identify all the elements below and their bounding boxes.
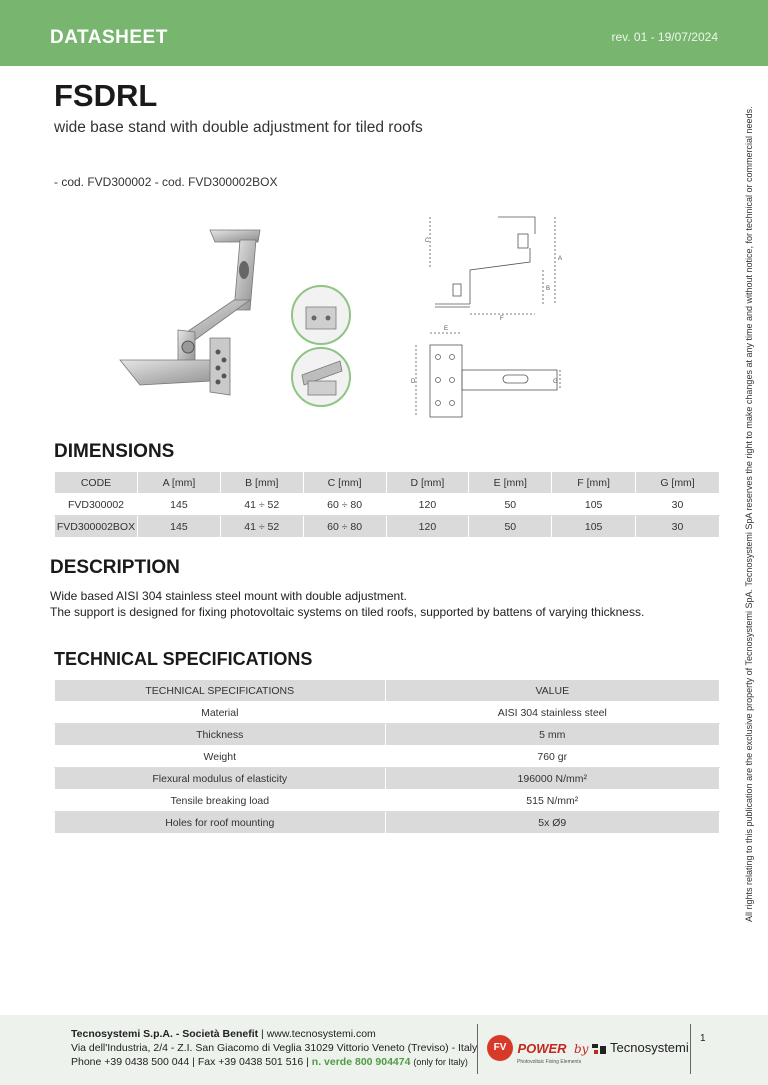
- table-cell: 105: [552, 516, 636, 538]
- dimensions-header-cell: C [mm]: [303, 472, 386, 494]
- website-link[interactable]: www.tecnosystemi.com: [266, 1028, 376, 1040]
- drawing-label-f: F: [500, 316, 504, 322]
- footer-divider: [477, 1024, 478, 1074]
- description-text: [50, 588, 644, 620]
- table-cell: 105: [552, 494, 636, 516]
- drawing-label-c: C: [425, 238, 430, 244]
- fv-logo-mark: FV: [487, 1035, 513, 1061]
- detail-images: [288, 285, 354, 415]
- product-subtitle: wide base stand with double adjustment for tiled roofs: [54, 119, 423, 136]
- table-cell: 41 ÷ 52: [220, 494, 303, 516]
- dimensions-header-row: [55, 472, 720, 494]
- tecnosystemi-logo: [592, 1040, 689, 1055]
- description-heading: DESCRIPTION: [50, 557, 180, 578]
- drawing-label-a: A: [558, 256, 563, 262]
- table-cell: FVD300002BOX: [55, 516, 138, 538]
- table-cell: Flexural modulus of elasticity: [55, 768, 386, 790]
- company-info: Tecnosystemi S.p.A. - Società Benefit | www.tecnosystemi.com Via dell'Industria, 2/4 - Z.I. San Giacomo di Veglia 31029 Vittorio Veneto (Treviso) - Italy Phone +39 0438 500 044 | Fax +39 0438 501 516 | n. verde 800 904474 (only for Italy): [71, 1028, 478, 1068]
- table-cell: 30: [636, 516, 720, 538]
- table-cell: 60 ÷ 80: [303, 516, 386, 538]
- tech-specs-header-cell: VALUE: [385, 680, 719, 702]
- table-cell: 41 ÷ 52: [220, 516, 303, 538]
- company-phone: Phone +39 0438 500 044: [71, 1056, 190, 1068]
- page-number: 1: [700, 1033, 706, 1044]
- table-cell: 5 mm: [385, 724, 719, 746]
- table-row: [55, 494, 720, 516]
- drawing-label-g: G: [553, 379, 558, 385]
- table-cell: 196000 N/mm²: [385, 768, 719, 790]
- table-row: [55, 702, 720, 724]
- dimensions-table: [54, 471, 720, 538]
- tech-specs-header-row: [55, 680, 720, 702]
- dimensions-header-cell: E [mm]: [469, 472, 552, 494]
- toll-free-number: n. verde 800 904474: [311, 1056, 411, 1068]
- table-cell: Material: [55, 702, 386, 724]
- table-row: [55, 768, 720, 790]
- description-line: The support is designed for fixing photovoltaic systems on tiled roofs, supported by battens of varying thickness.: [50, 605, 645, 619]
- fv-logo-text: POWER: [517, 1040, 567, 1056]
- dimensions-header-cell: G [mm]: [636, 472, 720, 494]
- table-cell: AISI 304 stainless steel: [385, 702, 719, 724]
- technical-drawing-side: [415, 212, 575, 322]
- tecnosystemi-logo-icon: [592, 1044, 606, 1054]
- table-row: [55, 746, 720, 768]
- table-cell: 5x Ø9: [385, 812, 719, 834]
- tech-specs-header-cell: TECHNICAL SPECIFICATIONS: [55, 680, 386, 702]
- table-cell: 50: [469, 516, 552, 538]
- drawing-label-d: D: [411, 379, 416, 385]
- company-name: Tecnosystemi S.p.A. - Società Benefit: [71, 1028, 259, 1040]
- table-row: [55, 812, 720, 834]
- company-fax: Fax +39 0438 501 516: [197, 1056, 304, 1068]
- copyright-notice: All rights relating to this publication are the exclusive property of Tecnosystemi SpA. Tecnosystemi SpA reserves the right to make changes at any time and without notice, for technical or commercial needs.: [744, 106, 754, 922]
- header-bar: [0, 0, 768, 66]
- tecnosystemi-logo-text: Tecnosystemi: [610, 1040, 689, 1055]
- company-address: Via dell'Industria, 2/4 - Z.I. San Giacomo di Veglia 31029 Vittorio Veneto (Treviso) - Italy: [71, 1042, 478, 1054]
- dimensions-heading: DIMENSIONS: [54, 441, 175, 462]
- table-row: [55, 790, 720, 812]
- tech-specs-heading: TECHNICAL SPECIFICATIONS: [54, 649, 313, 669]
- table-cell: 50: [469, 494, 552, 516]
- fv-logo-tagline: Photovoltaic Fixing Elements: [517, 1059, 582, 1065]
- product-image: [100, 220, 300, 410]
- dimensions-header-cell: B [mm]: [220, 472, 303, 494]
- dimensions-header-cell: F [mm]: [552, 472, 636, 494]
- product-title: FSDRL: [54, 78, 158, 113]
- drawing-label-b: B: [546, 286, 551, 292]
- table-cell: 60 ÷ 80: [303, 494, 386, 516]
- tech-specs-table: [54, 679, 720, 834]
- dimensions-header-cell: D [mm]: [386, 472, 469, 494]
- table-cell: 120: [386, 494, 469, 516]
- table-row: [55, 516, 720, 538]
- description-line: Wide based AISI 304 stainless steel mount with double adjustment.: [50, 589, 407, 603]
- table-cell: 120: [386, 516, 469, 538]
- table-cell: FVD300002: [55, 494, 138, 516]
- table-cell: Holes for roof mounting: [55, 812, 386, 834]
- datasheet-label: DATASHEET: [50, 27, 168, 48]
- table-cell: 30: [636, 494, 720, 516]
- table-row: [55, 724, 720, 746]
- table-cell: Tensile breaking load: [55, 790, 386, 812]
- footer: [0, 1015, 768, 1085]
- table-cell: 145: [137, 516, 220, 538]
- table-cell: 760 gr: [385, 746, 719, 768]
- toll-free-note: (only for Italy): [413, 1057, 468, 1067]
- table-cell: Weight: [55, 746, 386, 768]
- table-cell: Thickness: [55, 724, 386, 746]
- product-codes: - cod. FVD300002 - cod. FVD300002BOX: [54, 175, 278, 189]
- table-cell: 145: [137, 494, 220, 516]
- revision-date: rev. 01 - 19/07/2024: [611, 30, 718, 44]
- logo-by-text: by: [574, 1042, 589, 1056]
- dimensions-header-cell: CODE: [55, 472, 138, 494]
- table-cell: 515 N/mm²: [385, 790, 719, 812]
- drawing-label-e: E: [444, 326, 449, 332]
- footer-divider: [690, 1024, 691, 1074]
- technical-drawing-top: [408, 325, 568, 420]
- dimensions-header-cell: A [mm]: [137, 472, 220, 494]
